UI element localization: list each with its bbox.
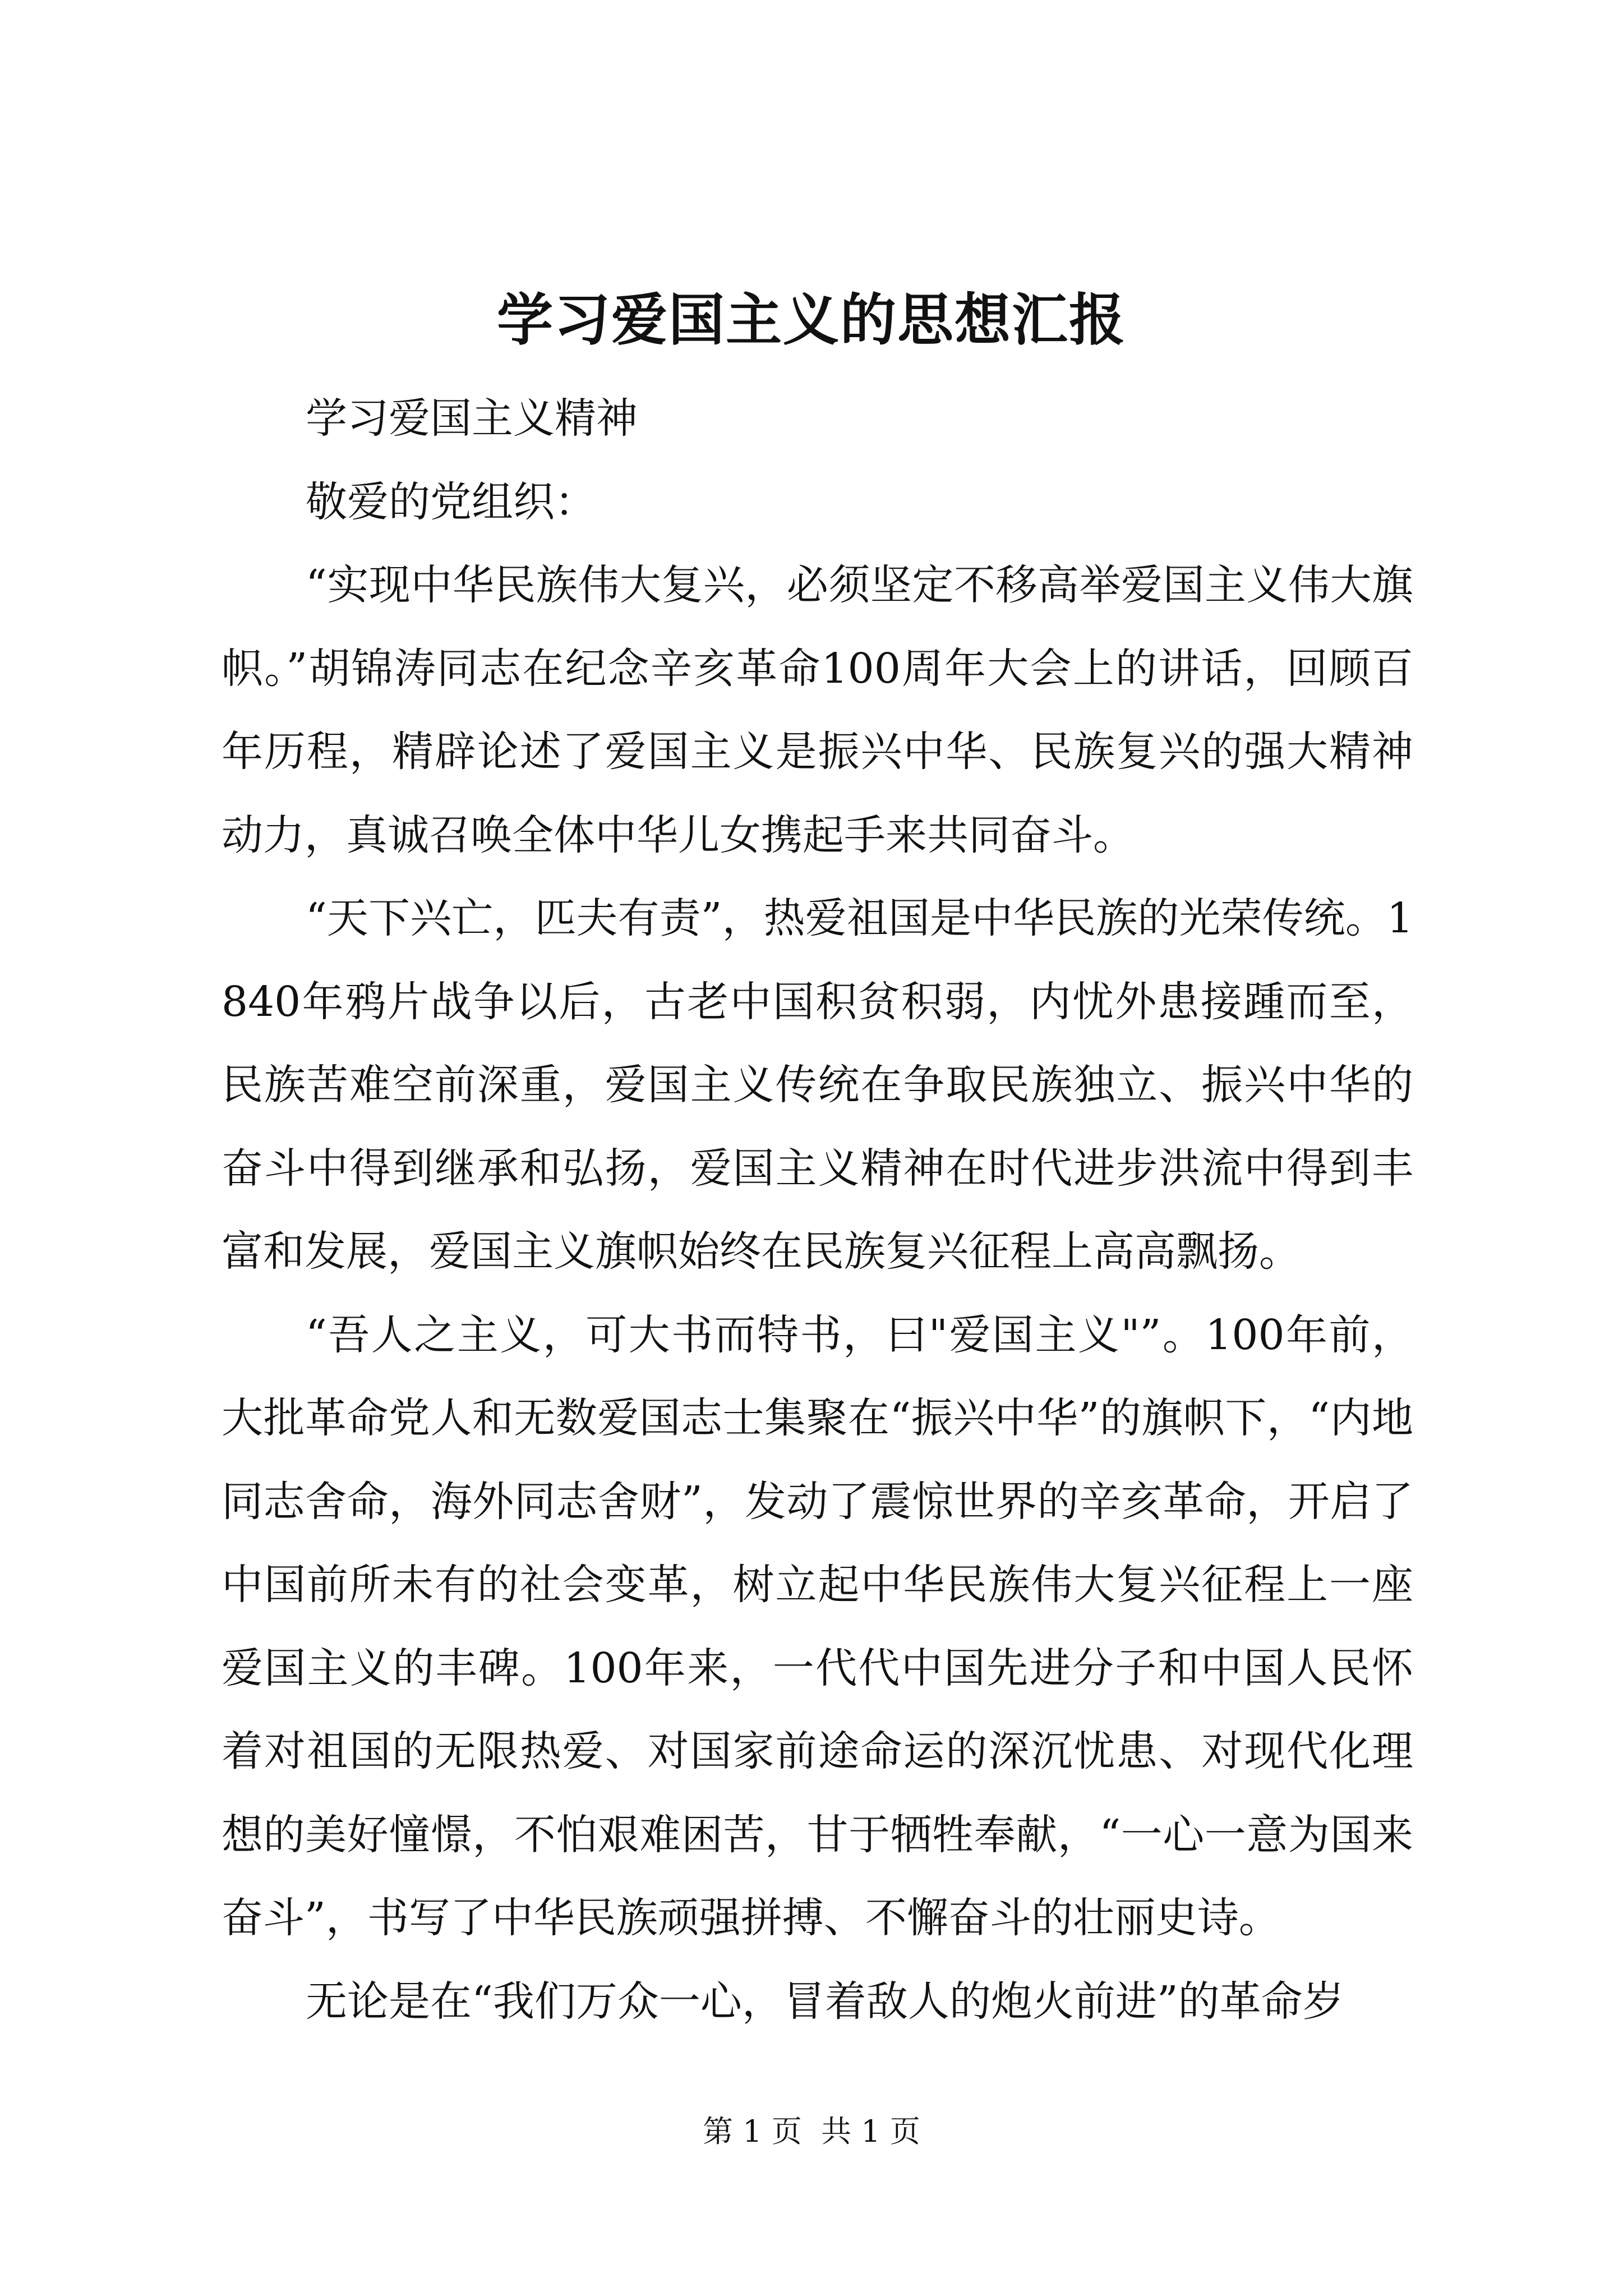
paragraph-subtitle: 学习爱国主义精神 <box>306 394 638 443</box>
paragraph: “实现中华民族伟大复兴，必须坚定不移高举爱国主义伟大旗帜。”胡锦涛同志在纪念辛亥革命100周年大会上的讲话，回顾百年历程，精辟论述了爱国主义是振兴中华、民族复兴的强大精神动力，真诚召唤全体中华儿女携起手来共同奋斗。 <box>222 561 1413 859</box>
paragraph-salutation: 敬爱的党组织： <box>306 477 596 526</box>
paragraph: “吾人之主义，可大书而特书，曰"爱国主义"”。100年前，大批革命党人和无数爱国志士集聚在“振兴中华”的旗帜下，“内地同志舍命，海外同志舍财”，发动了震惊世界的辛亥革命，开启了中国前所未有的社会变革，树立起中华民族伟大复兴征程上一座爱国主义的丰碑。100年来，一代代中国先进分子和中国人民怀着对祖国的无限热爱、对国家前途命运的深沉忧患、对现代化理想的美好憧憬，不怕艰难困苦，甘于牺牲奉献，“一心一意为国来奋斗”，书写了中华民族顽强拼搏、不懈奋斗的壮丽史诗。 <box>222 1310 1413 1942</box>
page-number: 第 1 页 共 1 页 <box>703 2114 920 2149</box>
paragraph: “天下兴亡，匹夫有责”，热爱祖国是中华民族的光荣传统。1840年鸦片战争以后，古老中国积贫积弱，内忧外患接踵而至，民族苦难空前深重，爱国主义传统在争取民族独立、振兴中华的奋斗中得到继承和弘扬，爱国主义精神在时代进步洪流中得到丰富和发展，爱国主义旗帜始终在民族复兴征程上高高飘扬。 <box>222 894 1413 1276</box>
document-title: 学习爱国主义的思想汇报 <box>497 287 1126 353</box>
page-footer <box>0 2112 1623 2151</box>
paragraph: 无论是在“我们万众一心，冒着敌人的炮火前进”的革命岁 <box>306 1977 1344 2026</box>
document-body <box>222 377 1413 2043</box>
